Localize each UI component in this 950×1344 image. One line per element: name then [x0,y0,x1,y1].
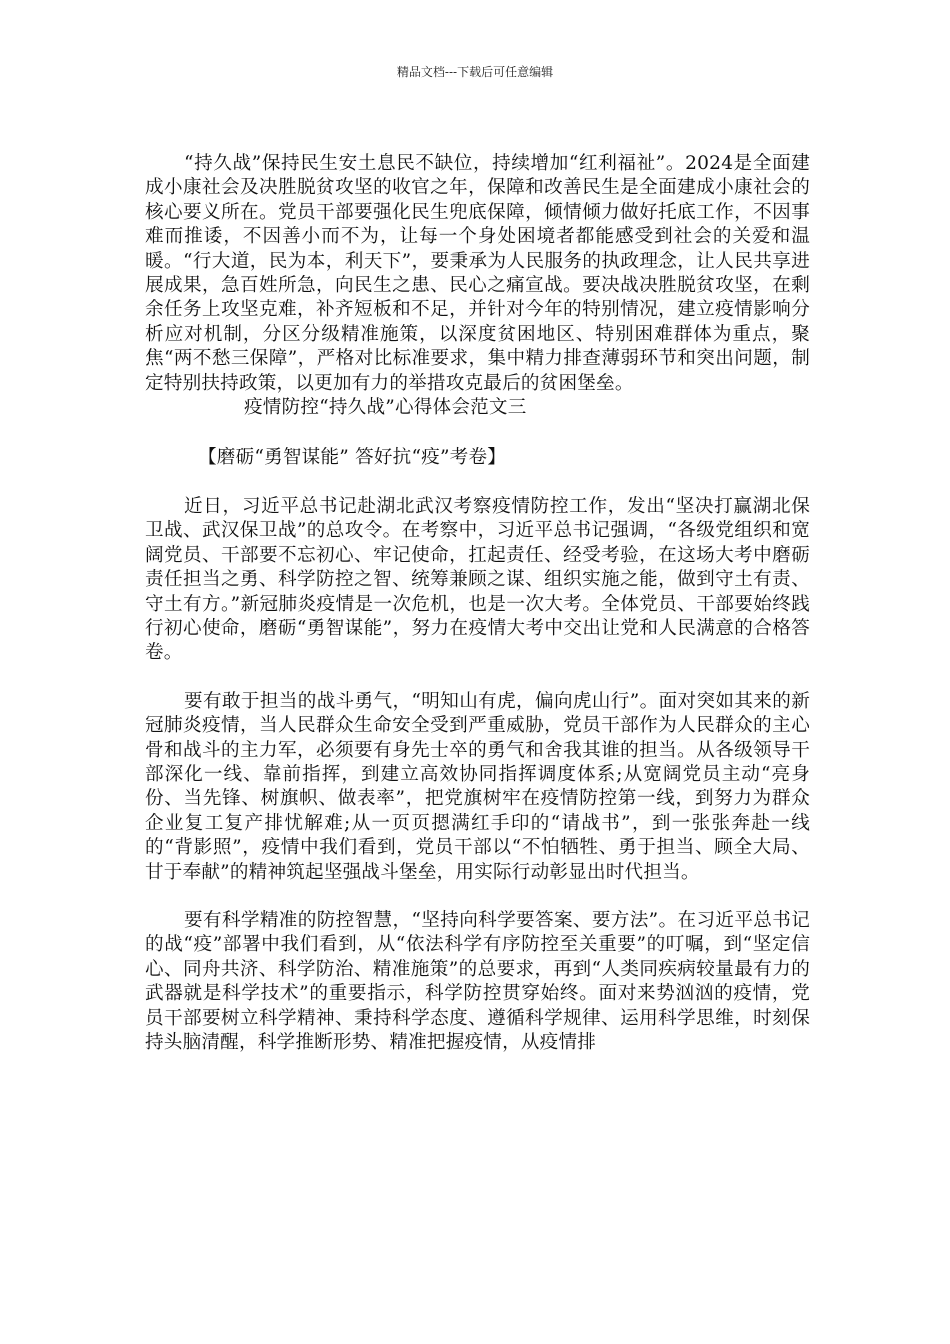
section-title: 疫情防控“持久战”心得体会范文三 [244,397,527,419]
article-heading: 【磨砺“勇智谋能” 答好抗“疫”考卷】 [198,447,507,469]
paragraph-wisdom: 要有科学精准的防控智慧，“坚持向科学要答案、要方法”。在习近平总书记的战“疫”部署中我们看到，从“依法科学有序防控至关重要”的叮嘱，到“坚定信心、同舟共济、科学防治、精准施策”的总要求，再到“人类同疾病较量最有力的武器就是科学技术”的重要指示，科学防控贯穿始终。面对来势汹汹的疫情，党员干部要树立科学精神、秉持科学态度、遵循科学规律、运用科学思维，时刻保持头脑清醒，科学推断形势、精准把握疫情，从疫情排 [145,909,810,1053]
paragraph-courage: 要有敢于担当的战斗勇气，“明知山有虎，偏向虎山行”。面对突如其来的新冠肺炎疫情，当人民群众生命安全受到严重威胁，党员干部作为人民群众的主心骨和战斗的主力军，必须要有身先士卒的勇气和舍我其谁的担当。从各级领导干部深化一线、靠前指挥，到建立高效协同指挥调度体系;从宽阔党员主动“亮身份、当先锋、树旗帜、做表率”，把党旗树牢在疫情防控第一线，到努力为群众企业复工复产排忧解难;从一页页摁满红手印的“请战书”，到一张张奔赴一线的“背影照”，疫情中我们看到，党员干部以“不怕牺牲、勇于担当、顾全大局、甘于奉献”的精神筑起坚强战斗堡垒，用实际行动彰显出时代担当。 [145,690,810,883]
page-header: 精品文档---下载后可任意编辑 [396,65,554,79]
paragraph-intro: 近日，习近平总书记赴湖北武汉考察疫情防控工作，发出“坚决打赢湖北保卫战、武汉保卫战”的总攻令。在考察中，习近平总书记强调，“各级党组织和宽阔党员、干部要不忘初心、牢记使命，扛起责任、经受考验，在这场大考中磨砺责任担当之勇、科学防控之智、统筹兼顾之谋、组织实施之能，做到守土有责、守土有方。”新冠肺炎疫情是一次危机，也是一次大考。全体党员、干部要始终践行初心使命，磨砺“勇智谋能”，努力在疫情大考中交出让党和人民满意的合格答卷。 [145,495,810,664]
document-body [145,152,810,1055]
paragraph-livelihood: “持久战”保持民生安土息民不缺位，持续增加“红利福祉”。2024是全面建成小康社会及决胜脱贫攻坚的收官之年，保障和改善民生是全面建成小康社会的核心要义所在。党员干部要强化民生兜底保障，倾情倾力做好托底工作，不因事难而推诿，不因善小而不为，让每一个身处困境者都能感受到社会的关爱和温暖。“行大道，民为本，利天下”，要秉承为人民服务的执政理念，让人民共享进展成果，急百姓所急，向民生之患、民心之痛宣战。要决战决胜脱贫攻坚，在剩余任务上攻坚克难，补齐短板和不足，并针对今年的特别情况，建立疫情影响分析应对机制，分区分级精准施策，以深度贫困地区、特别困难群体为重点，聚焦“两不愁三保障”，严格对比标准要求，集中精力排查薄弱环节和突出问题，制定特别扶持政策，以更加有力的举措攻克最后的贫困堡垒。 [145,153,810,394]
